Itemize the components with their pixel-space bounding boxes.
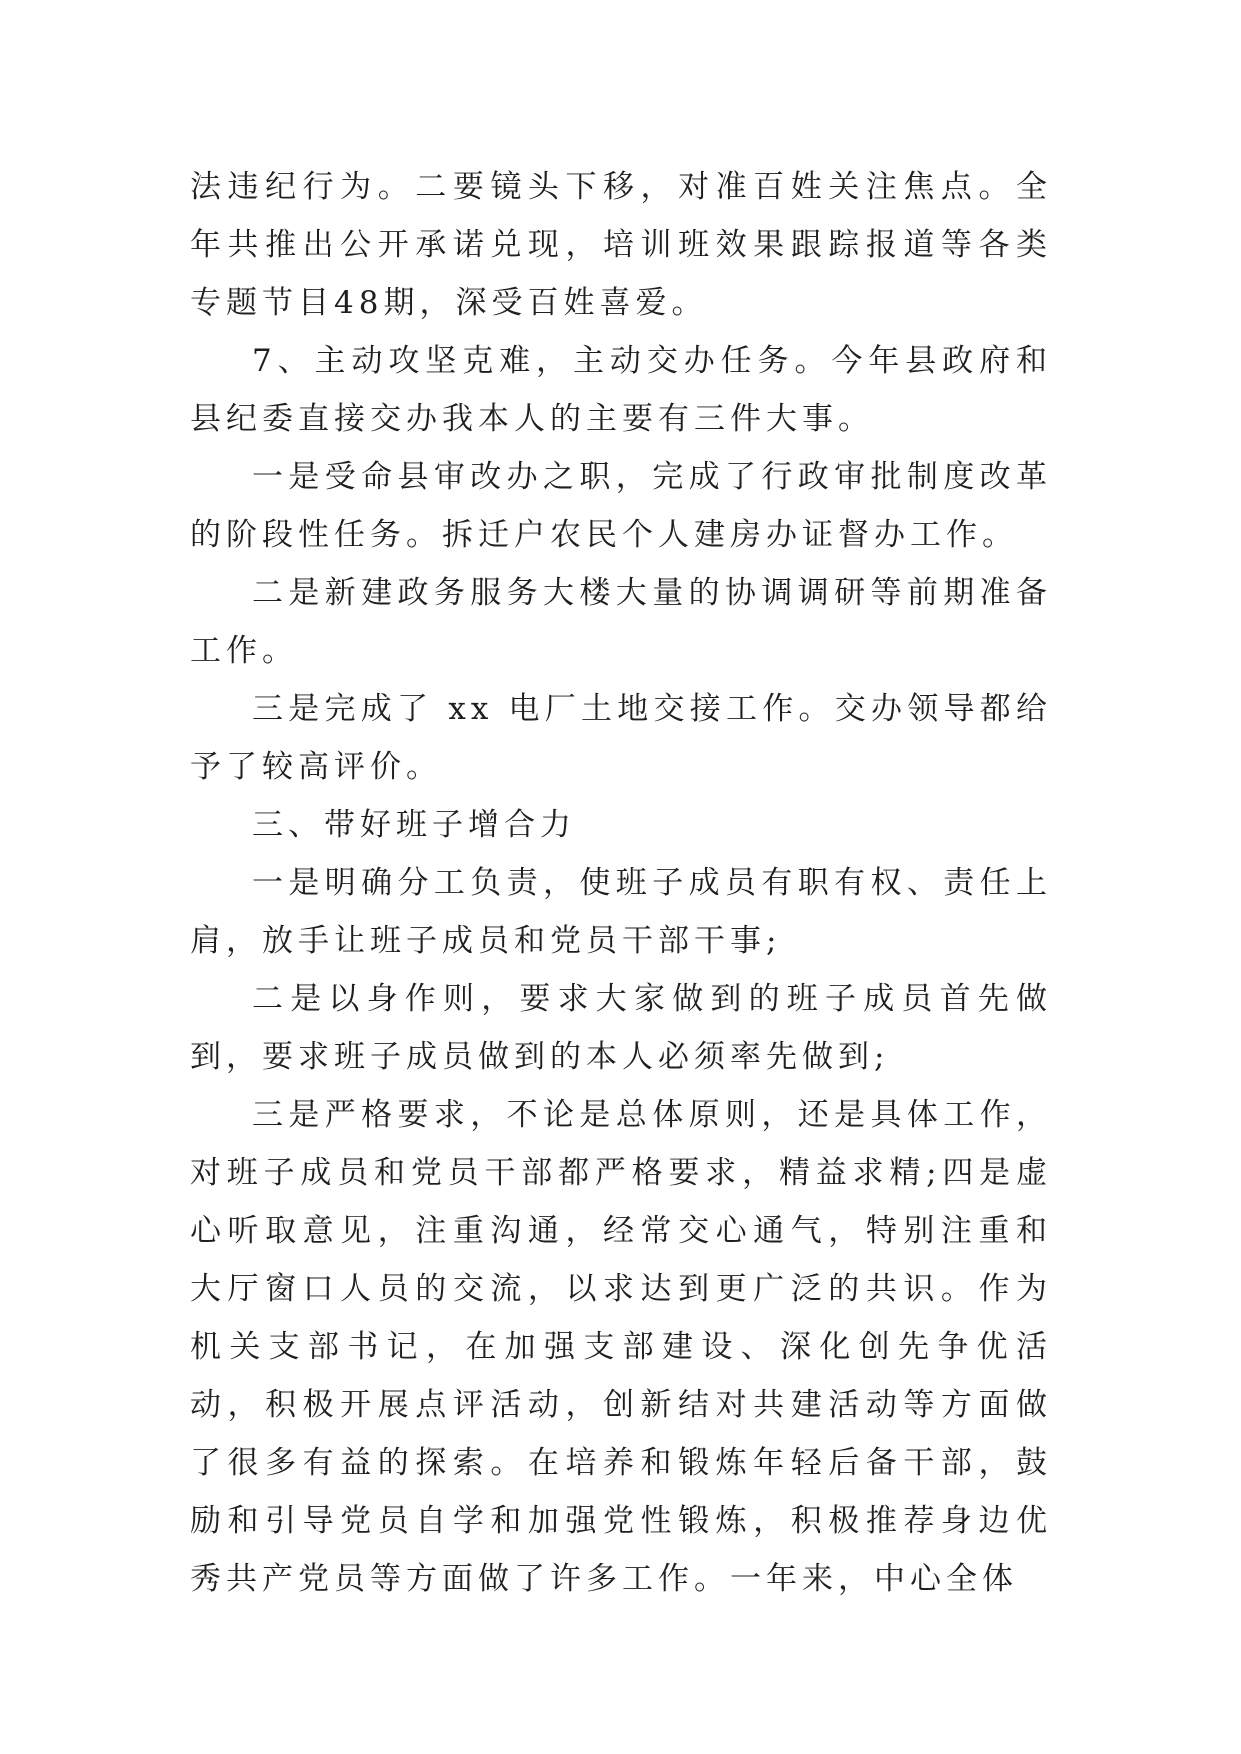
paragraph-team-1: 一是明确分工负责，使班子成员有职有权、责任上肩，放手让班子成员和党员干部干事; xyxy=(190,865,1052,959)
paragraph-team-3: 三是严格要求，不论是总体原则，还是具体工作，对班子成员和党员干部都严格要求，精益求精;四是虚心听取意见，注重沟通，经常交心通气，特别注重和大厅窗口人员的交流，以求达到更广泛的共识。作为机关支部书记，在加强支部建设、深化创先争优活动，积极开展点评活动，创新结对共建活动等方面做了很多有益的探索。在培养和锻炼年轻后备干部，鼓励和引导党员自学和加强党性锻炼，积极推荐身边优秀共产党员等方面做了许多工作。一年来，中心全体 xyxy=(190,1097,1052,1597)
paragraph-continuation: 法违纪行为。二要镜头下移，对准百姓关注焦点。全年共推出公开承诺兑现，培训班效果跟踪报道等各类专题节目48期，深受百姓喜爱。 xyxy=(190,169,1052,321)
paragraph-item-7: 7、主动攻坚克难，主动交办任务。今年县政府和县纪委直接交办我本人的主要有三件大事。 xyxy=(190,343,1052,437)
paragraph-task-2: 二是新建政务服务大楼大量的协调调研等前期准备工作。 xyxy=(190,575,1052,669)
document-body xyxy=(190,158,1052,1608)
section-heading: 三、带好班子增合力 xyxy=(252,807,576,843)
paragraph-task-1: 一是受命县审改办之职，完成了行政审批制度改革的阶段性任务。拆迁户农民个人建房办证督办工作。 xyxy=(190,459,1052,553)
paragraph-team-2: 二是以身作则，要求大家做到的班子成员首先做到，要求班子成员做到的本人必须率先做到; xyxy=(190,981,1052,1075)
paragraph-task-3: 三是完成了 xx 电厂土地交接工作。交办领导都给予了较高评价。 xyxy=(190,691,1052,785)
